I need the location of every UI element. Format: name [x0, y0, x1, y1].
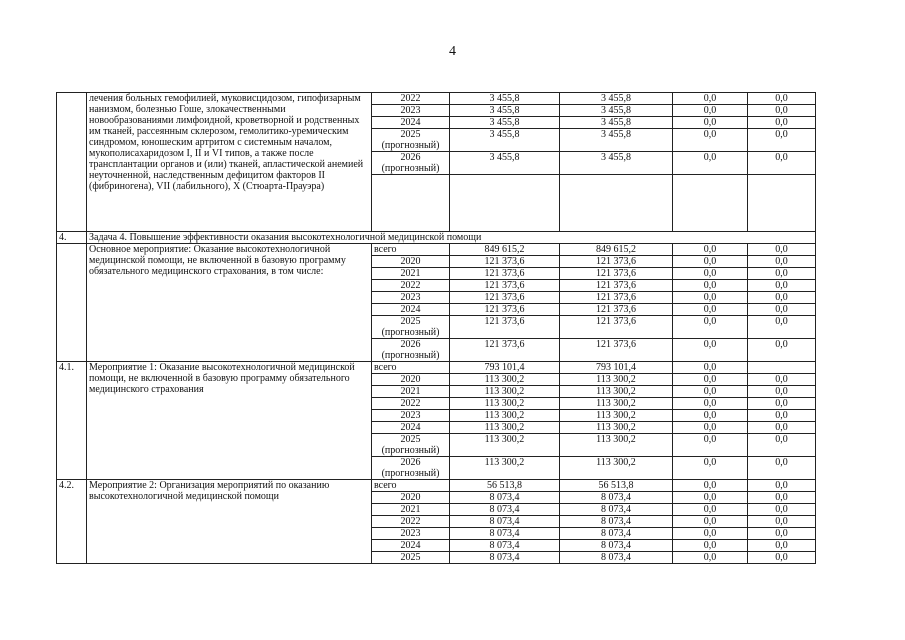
year-cell: всего — [372, 362, 450, 374]
year-cell: 2024 — [372, 422, 450, 434]
federal-cell: 0,0 — [673, 398, 748, 410]
table-body — [57, 93, 816, 564]
total-cell: 3 455,8 — [450, 105, 560, 117]
budget-cell: 121 373,6 — [560, 280, 673, 292]
total-cell: 113 300,2 — [450, 386, 560, 398]
year-cell: 2021 — [372, 386, 450, 398]
other-cell: 0,0 — [748, 268, 816, 280]
year-cell: 2020 — [372, 256, 450, 268]
table-row — [57, 244, 816, 256]
year-cell: 2026 (прогнозный) — [372, 457, 450, 480]
row-number-cell — [57, 244, 87, 362]
empty-cell — [748, 175, 816, 232]
year-cell: всего — [372, 244, 450, 256]
total-cell: 8 073,4 — [450, 540, 560, 552]
empty-cell — [560, 175, 673, 232]
activity-name-cell: Основное мероприятие: Оказание высокотехнологичной медицинской помощи, не включенной в базовую программу обязательного медицинского страхования, в том числе: — [87, 244, 372, 362]
total-cell: 8 073,4 — [450, 528, 560, 540]
budget-cell: 3 455,8 — [560, 93, 673, 105]
total-cell: 113 300,2 — [450, 410, 560, 422]
empty-cell — [450, 175, 560, 232]
federal-cell: 0,0 — [673, 480, 748, 492]
other-cell: 0,0 — [748, 398, 816, 410]
other-cell: 0,0 — [748, 152, 816, 175]
budget-cell: 849 615,2 — [560, 244, 673, 256]
total-cell: 121 373,6 — [450, 256, 560, 268]
year-cell: 2025 (прогнозный) — [372, 129, 450, 152]
budget-cell: 8 073,4 — [560, 504, 673, 516]
other-cell: 0,0 — [748, 93, 816, 105]
other-cell: 0,0 — [748, 105, 816, 117]
other-cell — [748, 362, 816, 374]
total-cell: 121 373,6 — [450, 280, 560, 292]
federal-cell: 0,0 — [673, 339, 748, 362]
total-cell: 793 101,4 — [450, 362, 560, 374]
total-cell: 121 373,6 — [450, 268, 560, 280]
year-cell: 2023 — [372, 105, 450, 117]
federal-cell: 0,0 — [673, 434, 748, 457]
other-cell: 0,0 — [748, 528, 816, 540]
funding-table — [56, 92, 816, 564]
total-cell: 113 300,2 — [450, 422, 560, 434]
activity-name-cell: Мероприятие 1: Оказание высокотехнологичной медицинской помощи, не включенной в базовую программу обязательного медицинского страхования — [87, 362, 372, 480]
year-cell: 2023 — [372, 292, 450, 304]
federal-cell: 0,0 — [673, 552, 748, 564]
federal-cell: 0,0 — [673, 129, 748, 152]
total-cell: 8 073,4 — [450, 492, 560, 504]
federal-cell: 0,0 — [673, 504, 748, 516]
year-cell: 2025 (прогнозный) — [372, 316, 450, 339]
other-cell: 0,0 — [748, 280, 816, 292]
total-cell: 113 300,2 — [450, 457, 560, 480]
year-cell: всего — [372, 480, 450, 492]
budget-cell: 113 300,2 — [560, 386, 673, 398]
federal-cell: 0,0 — [673, 492, 748, 504]
federal-cell: 0,0 — [673, 93, 748, 105]
task-title-cell: Задача 4. Повышение эффективности оказания высокотехнологичной медицинской помощи — [87, 232, 816, 244]
federal-cell: 0,0 — [673, 528, 748, 540]
total-cell: 113 300,2 — [450, 374, 560, 386]
other-cell: 0,0 — [748, 516, 816, 528]
budget-cell: 121 373,6 — [560, 256, 673, 268]
budget-cell: 121 373,6 — [560, 292, 673, 304]
year-cell: 2020 — [372, 492, 450, 504]
federal-cell: 0,0 — [673, 540, 748, 552]
other-cell: 0,0 — [748, 434, 816, 457]
budget-cell: 113 300,2 — [560, 457, 673, 480]
budget-cell: 8 073,4 — [560, 552, 673, 564]
budget-cell: 121 373,6 — [560, 304, 673, 316]
other-cell: 0,0 — [748, 129, 816, 152]
year-cell: 2026 (прогнозный) — [372, 152, 450, 175]
page-number: 4 — [449, 44, 456, 59]
other-cell: 0,0 — [748, 316, 816, 339]
federal-cell: 0,0 — [673, 316, 748, 339]
total-cell: 8 073,4 — [450, 552, 560, 564]
budget-cell: 3 455,8 — [560, 105, 673, 117]
budget-cell: 113 300,2 — [560, 374, 673, 386]
federal-cell: 0,0 — [673, 152, 748, 175]
federal-cell: 0,0 — [673, 292, 748, 304]
year-cell: 2022 — [372, 93, 450, 105]
total-cell: 121 373,6 — [450, 304, 560, 316]
year-cell: 2023 — [372, 528, 450, 540]
total-cell: 3 455,8 — [450, 129, 560, 152]
table-row — [57, 362, 816, 374]
budget-cell: 121 373,6 — [560, 339, 673, 362]
task-row — [57, 232, 816, 244]
total-cell: 121 373,6 — [450, 292, 560, 304]
total-cell: 113 300,2 — [450, 434, 560, 457]
other-cell: 0,0 — [748, 256, 816, 268]
year-cell: 2026 (прогнозный) — [372, 339, 450, 362]
budget-cell: 56 513,8 — [560, 480, 673, 492]
federal-cell: 0,0 — [673, 244, 748, 256]
total-cell: 121 373,6 — [450, 316, 560, 339]
task-number-cell: 4. — [57, 232, 87, 244]
other-cell: 0,0 — [748, 552, 816, 564]
federal-cell: 0,0 — [673, 386, 748, 398]
row-number-cell: 4.2. — [57, 480, 87, 564]
row-number-cell: 4.1. — [57, 362, 87, 480]
empty-cell — [673, 175, 748, 232]
total-cell: 3 455,8 — [450, 152, 560, 175]
other-cell: 0,0 — [748, 457, 816, 480]
budget-cell: 8 073,4 — [560, 492, 673, 504]
other-cell: 0,0 — [748, 386, 816, 398]
federal-cell: 0,0 — [673, 268, 748, 280]
federal-cell: 0,0 — [673, 117, 748, 129]
other-cell: 0,0 — [748, 504, 816, 516]
federal-cell: 0,0 — [673, 304, 748, 316]
other-cell: 0,0 — [748, 540, 816, 552]
federal-cell: 0,0 — [673, 362, 748, 374]
total-cell: 8 073,4 — [450, 504, 560, 516]
year-cell: 2021 — [372, 504, 450, 516]
table-row — [57, 93, 816, 105]
activity-name-cell: Мероприятие 2: Организация мероприятий по оказанию высокотехнологичной медицинской помощи — [87, 480, 372, 564]
total-cell: 3 455,8 — [450, 117, 560, 129]
other-cell: 0,0 — [748, 374, 816, 386]
budget-cell: 3 455,8 — [560, 152, 673, 175]
federal-cell: 0,0 — [673, 256, 748, 268]
other-cell: 0,0 — [748, 480, 816, 492]
other-cell: 0,0 — [748, 292, 816, 304]
year-cell: 2025 (прогнозный) — [372, 434, 450, 457]
other-cell: 0,0 — [748, 492, 816, 504]
total-cell: 3 455,8 — [450, 93, 560, 105]
year-cell: 2024 — [372, 540, 450, 552]
federal-cell: 0,0 — [673, 457, 748, 480]
other-cell: 0,0 — [748, 244, 816, 256]
budget-cell: 8 073,4 — [560, 540, 673, 552]
empty-cell — [372, 175, 450, 232]
table-row — [57, 480, 816, 492]
budget-cell: 3 455,8 — [560, 129, 673, 152]
year-cell: 2025 — [372, 552, 450, 564]
federal-cell: 0,0 — [673, 280, 748, 292]
budget-cell: 113 300,2 — [560, 410, 673, 422]
federal-cell: 0,0 — [673, 516, 748, 528]
budget-cell: 113 300,2 — [560, 398, 673, 410]
total-cell: 121 373,6 — [450, 339, 560, 362]
federal-cell: 0,0 — [673, 410, 748, 422]
year-cell: 2020 — [372, 374, 450, 386]
total-cell: 113 300,2 — [450, 398, 560, 410]
year-cell: 2022 — [372, 398, 450, 410]
budget-cell: 793 101,4 — [560, 362, 673, 374]
year-cell: 2022 — [372, 280, 450, 292]
federal-cell: 0,0 — [673, 105, 748, 117]
total-cell: 56 513,8 — [450, 480, 560, 492]
activity-name-cell: лечения больных гемофилией, муковисцидозом, гипофизарным нанизмом, болезнью Гоше, злокачественными новообразованиями лимфоидной, кроветворной и родственных им тканей, рассеянным склерозом, гемолитико-уремическим синдромом, юношеским артритом с системным началом, мукополисахаридозом I, II и VI типов, а также после трансплантации органов и (или) тканей, апластической анемией неуточненной, наследственным дефицитом факторов II (фибриногена), VII (лабильного), X (Стюарта-Прауэра) — [87, 93, 372, 232]
year-cell: 2023 — [372, 410, 450, 422]
year-cell: 2022 — [372, 516, 450, 528]
other-cell: 0,0 — [748, 117, 816, 129]
federal-cell: 0,0 — [673, 374, 748, 386]
other-cell: 0,0 — [748, 304, 816, 316]
budget-cell: 3 455,8 — [560, 117, 673, 129]
year-cell: 2021 — [372, 268, 450, 280]
federal-cell: 0,0 — [673, 422, 748, 434]
budget-cell: 121 373,6 — [560, 268, 673, 280]
budget-cell: 113 300,2 — [560, 422, 673, 434]
budget-cell: 8 073,4 — [560, 528, 673, 540]
total-cell: 8 073,4 — [450, 516, 560, 528]
other-cell: 0,0 — [748, 339, 816, 362]
budget-cell: 8 073,4 — [560, 516, 673, 528]
year-cell: 2024 — [372, 117, 450, 129]
budget-cell: 113 300,2 — [560, 434, 673, 457]
other-cell: 0,0 — [748, 422, 816, 434]
year-cell: 2024 — [372, 304, 450, 316]
total-cell: 849 615,2 — [450, 244, 560, 256]
row-number-cell — [57, 93, 87, 232]
other-cell: 0,0 — [748, 410, 816, 422]
budget-cell: 121 373,6 — [560, 316, 673, 339]
